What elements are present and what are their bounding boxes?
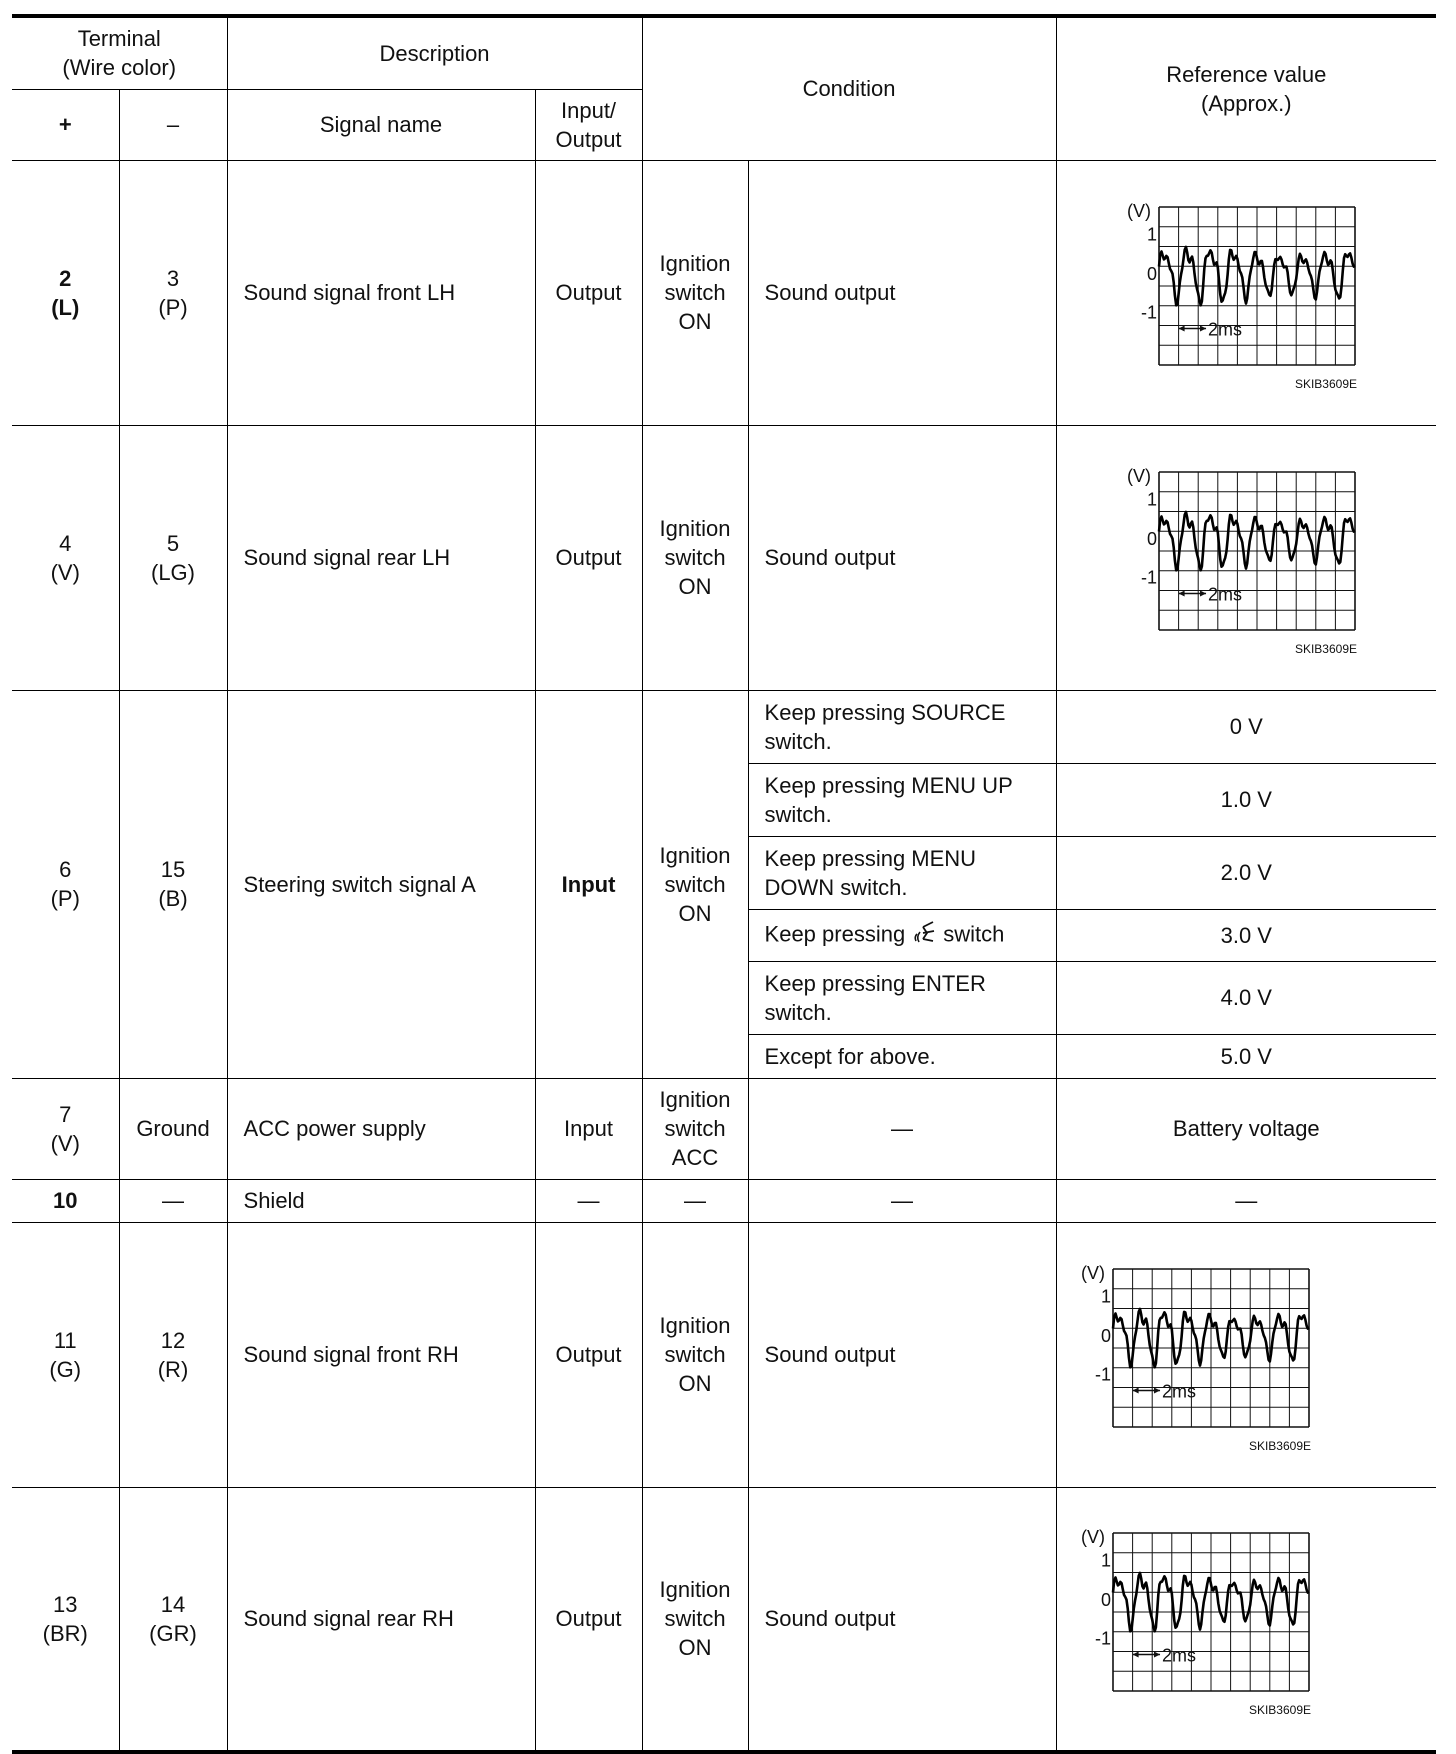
header-terminal: Terminal (Wire color) bbox=[12, 16, 227, 89]
arrow-icon bbox=[1178, 325, 1184, 331]
ignition-state: Ignition switch ON bbox=[642, 1487, 748, 1752]
arrow-icon bbox=[1132, 1651, 1138, 1657]
oscilloscope-waveform bbox=[1079, 183, 1449, 403]
input-output: Output bbox=[535, 425, 642, 690]
condition: Sound output bbox=[748, 425, 1056, 690]
ignition-state: — bbox=[642, 1179, 748, 1222]
signal-name: Shield bbox=[227, 1179, 535, 1222]
table-row bbox=[12, 1078, 1436, 1179]
header-description: Description bbox=[227, 16, 642, 89]
input-output: Output bbox=[535, 1222, 642, 1487]
ignition-state: Ignition switch ACC bbox=[642, 1078, 748, 1179]
header-signal-name: Signal name bbox=[227, 89, 535, 160]
input-output: Output bbox=[535, 160, 642, 425]
reference-value: 1.0 V bbox=[1056, 763, 1436, 836]
unit-label: (V) bbox=[1126, 200, 1151, 221]
terminal-table-sheet bbox=[12, 14, 1436, 1754]
arrow-icon bbox=[1154, 1651, 1160, 1657]
tick-label: -1 bbox=[1140, 302, 1157, 323]
time-label: 2ms bbox=[1207, 584, 1242, 604]
ignition-state: Ignition switch ON bbox=[642, 1222, 748, 1487]
condition: Sound output bbox=[748, 1222, 1056, 1487]
reference-waveform bbox=[1056, 425, 1436, 690]
ignition-state: Ignition switch ON bbox=[642, 690, 748, 1078]
figure-code: SKIB3609E bbox=[1248, 1438, 1311, 1453]
figure-code: SKIB3609E bbox=[1248, 1702, 1311, 1717]
tick-label: -1 bbox=[1094, 1364, 1111, 1385]
arrow-icon bbox=[1132, 1387, 1138, 1393]
reference-waveform bbox=[1056, 160, 1436, 425]
terminal-minus: 5 (LG) bbox=[119, 425, 227, 690]
reference-value: 2.0 V bbox=[1056, 836, 1436, 909]
ignition-state: Ignition switch ON bbox=[642, 425, 748, 690]
reference-value: 4.0 V bbox=[1056, 961, 1436, 1034]
condition: Sound output bbox=[748, 1487, 1056, 1752]
reference-value: — bbox=[1056, 1179, 1436, 1222]
terminal-plus: 6 (P) bbox=[12, 690, 119, 1078]
table-row bbox=[12, 690, 1436, 763]
input-output: Input bbox=[535, 690, 642, 1078]
tick-label: 0 bbox=[1146, 528, 1157, 549]
condition: — bbox=[748, 1078, 1056, 1179]
terminal-minus: 15 (B) bbox=[119, 690, 227, 1078]
oscilloscope-waveform bbox=[1033, 1245, 1403, 1465]
tick-label: -1 bbox=[1140, 567, 1157, 588]
condition-suffix: switch bbox=[943, 920, 1005, 946]
signal-name: Sound signal rear LH bbox=[227, 425, 535, 690]
unit-label: (V) bbox=[1080, 1526, 1105, 1547]
input-output: — bbox=[535, 1179, 642, 1222]
tick-label: 0 bbox=[1100, 1589, 1111, 1610]
condition: Keep pressing ENTER switch. bbox=[748, 961, 1056, 1034]
voice-talk-icon bbox=[911, 919, 937, 952]
reference-value: Battery voltage bbox=[1056, 1078, 1436, 1179]
terminal-reference-table bbox=[12, 14, 1436, 1754]
figure-code: SKIB3609E bbox=[1294, 641, 1357, 656]
tick-label: 0 bbox=[1100, 1325, 1111, 1346]
signal-name: ACC power supply bbox=[227, 1078, 535, 1179]
condition: Keep pressing SOURCE switch. bbox=[748, 690, 1056, 763]
arrow-icon bbox=[1200, 590, 1206, 596]
reference-value: 5.0 V bbox=[1056, 1034, 1436, 1078]
time-label: 2ms bbox=[1161, 1381, 1196, 1401]
tick-label: 1 bbox=[1146, 489, 1157, 510]
figure-code: SKIB3609E bbox=[1294, 376, 1357, 391]
time-label: 2ms bbox=[1161, 1645, 1196, 1666]
terminal-minus: — bbox=[119, 1179, 227, 1222]
header-plus: + bbox=[12, 89, 119, 160]
condition-prefix: Keep pressing bbox=[764, 920, 906, 946]
terminal-minus: Ground bbox=[119, 1078, 227, 1179]
terminal-minus: 14 (GR) bbox=[119, 1487, 227, 1752]
terminal-plus: 11 (G) bbox=[12, 1222, 119, 1487]
condition: Keep pressing MENU UP switch. bbox=[748, 763, 1056, 836]
arrow-icon bbox=[1178, 590, 1184, 596]
terminal-plus: 4 (V) bbox=[12, 425, 119, 690]
signal-name: Steering switch signal A bbox=[227, 690, 535, 1078]
tick-label: -1 bbox=[1094, 1628, 1111, 1649]
terminal-plus: 13 (BR) bbox=[12, 1487, 119, 1752]
oscilloscope-waveform bbox=[1079, 448, 1449, 668]
signal-name: Sound signal rear RH bbox=[227, 1487, 535, 1752]
time-label: 2ms bbox=[1207, 319, 1242, 339]
terminal-plus: 10 bbox=[12, 1179, 119, 1222]
terminal-minus: 12 (R) bbox=[119, 1222, 227, 1487]
unit-label: (V) bbox=[1126, 465, 1151, 486]
condition: Sound output bbox=[748, 160, 1056, 425]
terminal-minus: 3 (P) bbox=[119, 160, 227, 425]
table-row bbox=[12, 1179, 1436, 1222]
condition: — bbox=[748, 1179, 1056, 1222]
oscilloscope-waveform bbox=[1033, 1509, 1403, 1729]
reference-value: 3.0 V bbox=[1056, 909, 1436, 961]
tick-label: 0 bbox=[1146, 263, 1157, 284]
signal-name: Sound signal front LH bbox=[227, 160, 535, 425]
header-reference-value: Reference value (Approx.) bbox=[1056, 16, 1436, 160]
table-row bbox=[12, 160, 1436, 425]
tick-label: 1 bbox=[1146, 224, 1157, 245]
ignition-state: Ignition switch ON bbox=[642, 160, 748, 425]
terminal-plus: 2 (L) bbox=[12, 160, 119, 425]
unit-label: (V) bbox=[1080, 1262, 1105, 1283]
tick-label: 1 bbox=[1100, 1286, 1111, 1307]
input-output: Output bbox=[535, 1487, 642, 1752]
condition: Except for above. bbox=[748, 1034, 1056, 1078]
table-row bbox=[12, 1487, 1436, 1752]
arrow-icon bbox=[1154, 1387, 1160, 1393]
reference-value: 0 V bbox=[1056, 690, 1436, 763]
arrow-icon bbox=[1200, 325, 1206, 331]
condition: Keep pressing MENU DOWN switch. bbox=[748, 836, 1056, 909]
table-row bbox=[12, 425, 1436, 690]
header-minus: – bbox=[119, 89, 227, 160]
signal-name: Sound signal front RH bbox=[227, 1222, 535, 1487]
header-condition: Condition bbox=[642, 16, 1056, 160]
input-output: Input bbox=[535, 1078, 642, 1179]
tick-label: 1 bbox=[1100, 1550, 1111, 1571]
table-row bbox=[12, 1222, 1436, 1487]
condition bbox=[748, 909, 1056, 961]
header-input-output: Input/ Output bbox=[535, 89, 642, 160]
reference-waveform bbox=[1056, 1487, 1436, 1752]
reference-waveform bbox=[1056, 1222, 1436, 1487]
terminal-plus: 7 (V) bbox=[12, 1078, 119, 1179]
